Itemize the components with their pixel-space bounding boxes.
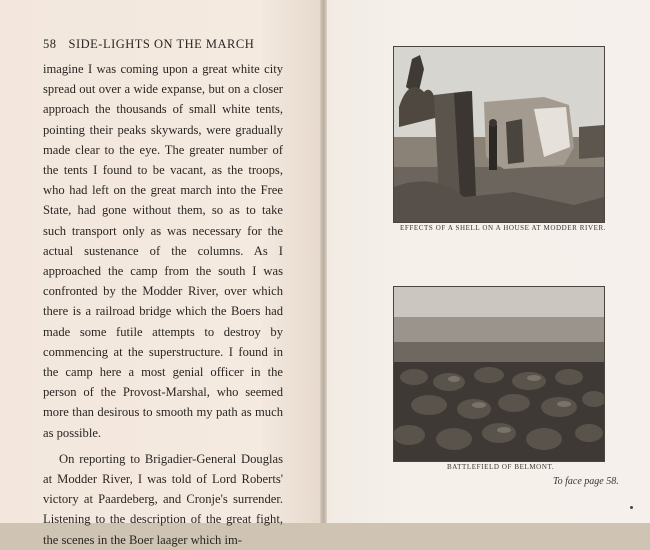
body-text	[43, 59, 283, 550]
photo-top-caption: EFFECTS OF A SHELL ON A HOUSE AT MODDER RIVER.	[400, 224, 607, 232]
battlefield-image	[394, 287, 604, 461]
running-head	[43, 37, 283, 52]
left-page	[0, 0, 323, 547]
to-face-note: To face page 58.	[553, 476, 619, 487]
shelled-house-image	[394, 47, 604, 222]
page-number: 58	[43, 37, 57, 51]
page-mark	[630, 506, 633, 509]
photo-bottom-caption: BATTLEFIELD OF BELMONT.	[447, 463, 555, 471]
paragraph: On reporting to Brigadier-General Douglas at Modder River, I was told of Lord Roberts' victory at Paardeberg, and Cronje's surrender. Listening to the description of the great fight, the scenes in the Boer laager which im-	[43, 451, 283, 547]
photo-shelled-house	[393, 46, 605, 223]
photo-battlefield	[393, 286, 605, 462]
paragraph: imagine I was coming upon a great white city spread out over a wide expanse, but on a closer approach the thousands of small white tents, pointing their peaks skywards, were gradually made clear to the eye. The greater number of the tents I found to be vacant, as the troops, who had left on the great march into the Free State, had gone without them, so as to take such transport only as was necessary for the actual sustenance of the columns. As I approached the camp from the south I was confronted by the Modder River, over which there is a railroad bridge which the Boers had made some futile attempts to destroy by commencing at the superstructure. I found in the camp here a most genial officer in the person of the Provost-Marshal, who seemed more than desirous to smooth my path as much as possible.	[43, 62, 283, 440]
running-head-title: SIDE-LIGHTS ON THE MARCH	[68, 37, 255, 51]
